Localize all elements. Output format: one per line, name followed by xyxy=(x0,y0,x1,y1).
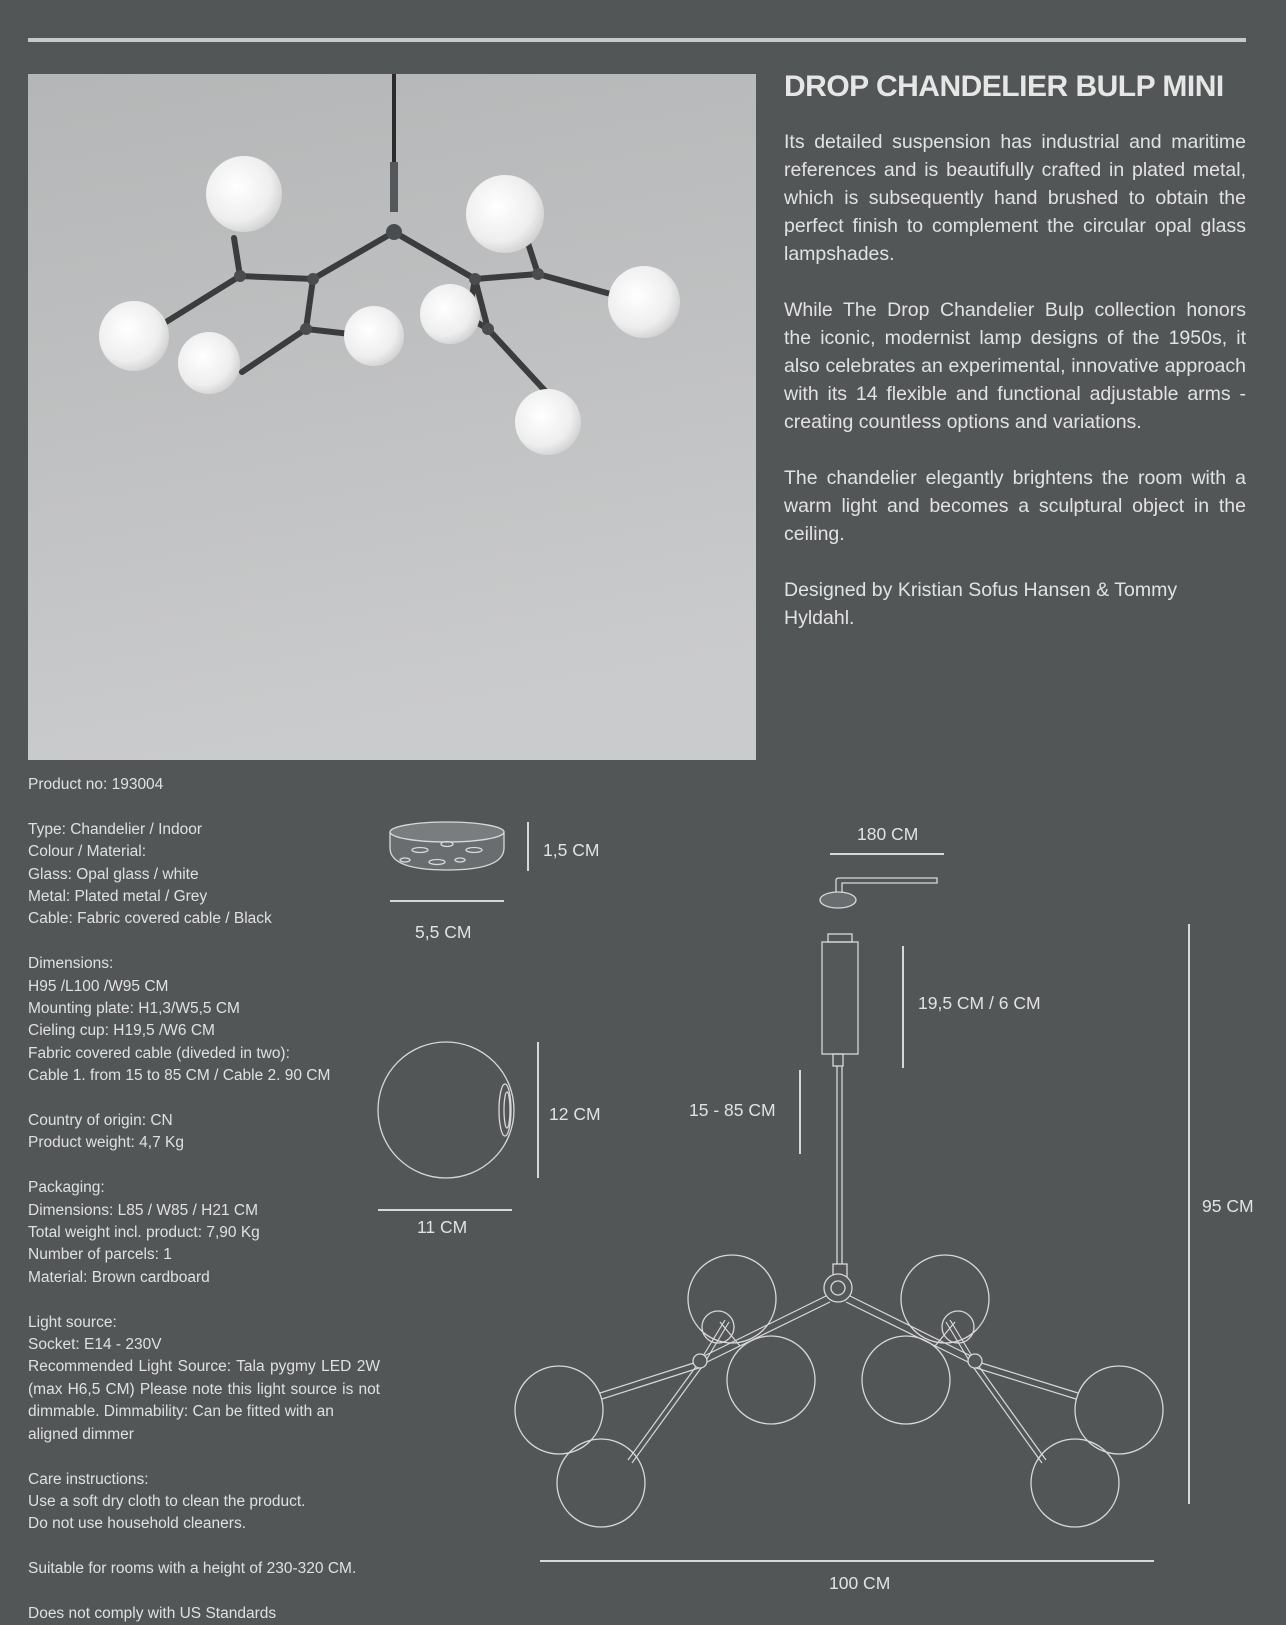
care-instruction: Use a soft dry cloth to clean the product. xyxy=(28,1492,306,1510)
cable-lengths: Cable 1. from 15 to 85 CM / Cable 2. 90 CM xyxy=(28,1067,331,1085)
packaging-weight: Total weight incl. product: 7,90 Kg xyxy=(28,1224,260,1242)
packaging-material: Material: Brown cardboard xyxy=(28,1268,210,1286)
recommended-light-source: aligned dimmer xyxy=(28,1425,134,1443)
mounting-plate: Mounting plate: H1,3/W5,5 CM xyxy=(28,1000,240,1018)
ceiling-cup: Cieling cup: H19,5 /W6 CM xyxy=(28,1022,215,1040)
product-number: Product no: 193004 xyxy=(28,776,164,793)
light-source-label: Light source: xyxy=(28,1313,117,1331)
dim-glass-height: 12 CM xyxy=(549,1104,601,1124)
fabric-cable: Fabric covered cable (diveded in two): xyxy=(28,1044,290,1062)
us-standards-note: Does not comply with US Standards xyxy=(28,1604,277,1622)
glass-shade-drawing xyxy=(378,1042,514,1178)
description-paragraph: The chandelier elegantly brightens the room with a warm light and becomes a sculptural object in the ceiling. xyxy=(784,467,1246,545)
socket: Socket: E14 - 230V xyxy=(28,1336,162,1354)
recommended-light-source: dimmable. Dimmability: Can be fitted with an xyxy=(28,1403,334,1421)
recommended-light-source: (max H6,5 CM) Please note this light source is not xyxy=(28,1380,380,1398)
dim-cable-range: 15 - 85 CM xyxy=(689,1100,776,1120)
description-paragraph: Its detailed suspension has industrial and maritime references and is beautifully crafted in plated metal, which is subsequently hand brushed to obtain the perfect finish to complement the circular opal glass lampshades. xyxy=(784,131,1246,265)
product-title: DROP CHANDELIER BULP MINI xyxy=(784,70,1224,103)
spec-glass: Glass: Opal glass / white xyxy=(28,865,199,883)
spec-metal: Metal: Plated metal / Grey xyxy=(28,888,208,906)
description-paragraph: While The Drop Chandelier Bulp collection honors the iconic, modernist lamp designs of the 1950s, it also celebrates an experimental, innovative approach with its 14 flexible and functional adjustable arms - creating countless options and variations. xyxy=(784,299,1246,433)
dim-total-width: 100 CM xyxy=(829,1573,891,1593)
dim-glass-width: 11 CM xyxy=(417,1217,468,1237)
care-instruction: Do not use household cleaners. xyxy=(28,1515,247,1533)
packaging-parcels: Number of parcels: 1 xyxy=(28,1246,172,1264)
packaging-label: Packaging: xyxy=(28,1179,105,1197)
dim-total-height: 95 CM xyxy=(1202,1196,1254,1216)
mounting-plate-drawing xyxy=(390,822,504,870)
packaging-dimensions: Dimensions: L85 / W85 / H21 CM xyxy=(28,1201,259,1219)
dim-plate-width: 5,5 CM xyxy=(415,922,472,942)
dim-ceiling-cup: 19,5 CM / 6 CM xyxy=(918,993,1041,1013)
spec-colour-material: Colour / Material: xyxy=(28,843,147,861)
spec-cable: Cable: Fabric covered cable / Black xyxy=(28,910,272,928)
care-label: Care instructions: xyxy=(28,1470,149,1488)
product-weight: Product weight: 4,7 Kg xyxy=(28,1134,184,1152)
dimensions-label: Dimensions: xyxy=(28,955,114,973)
recommended-light-source: Recommended Light Source: Tala pygmy LED 2W xyxy=(28,1358,380,1376)
dim-plate-height: 1,5 CM xyxy=(543,840,600,860)
dim-span-top: 180 CM xyxy=(857,824,919,844)
spec-type: Type: Chandelier / Indoor xyxy=(28,820,203,838)
dimensions-value: H95 /L100 /W95 CM xyxy=(28,977,169,995)
room-height: Suitable for rooms with a height of 230-320 CM. xyxy=(28,1560,357,1578)
designer-credit: Designed by Kristian Sofus Hansen & Tommy Hyldahl. xyxy=(784,579,1178,629)
country-of-origin: Country of origin: CN xyxy=(28,1112,173,1130)
